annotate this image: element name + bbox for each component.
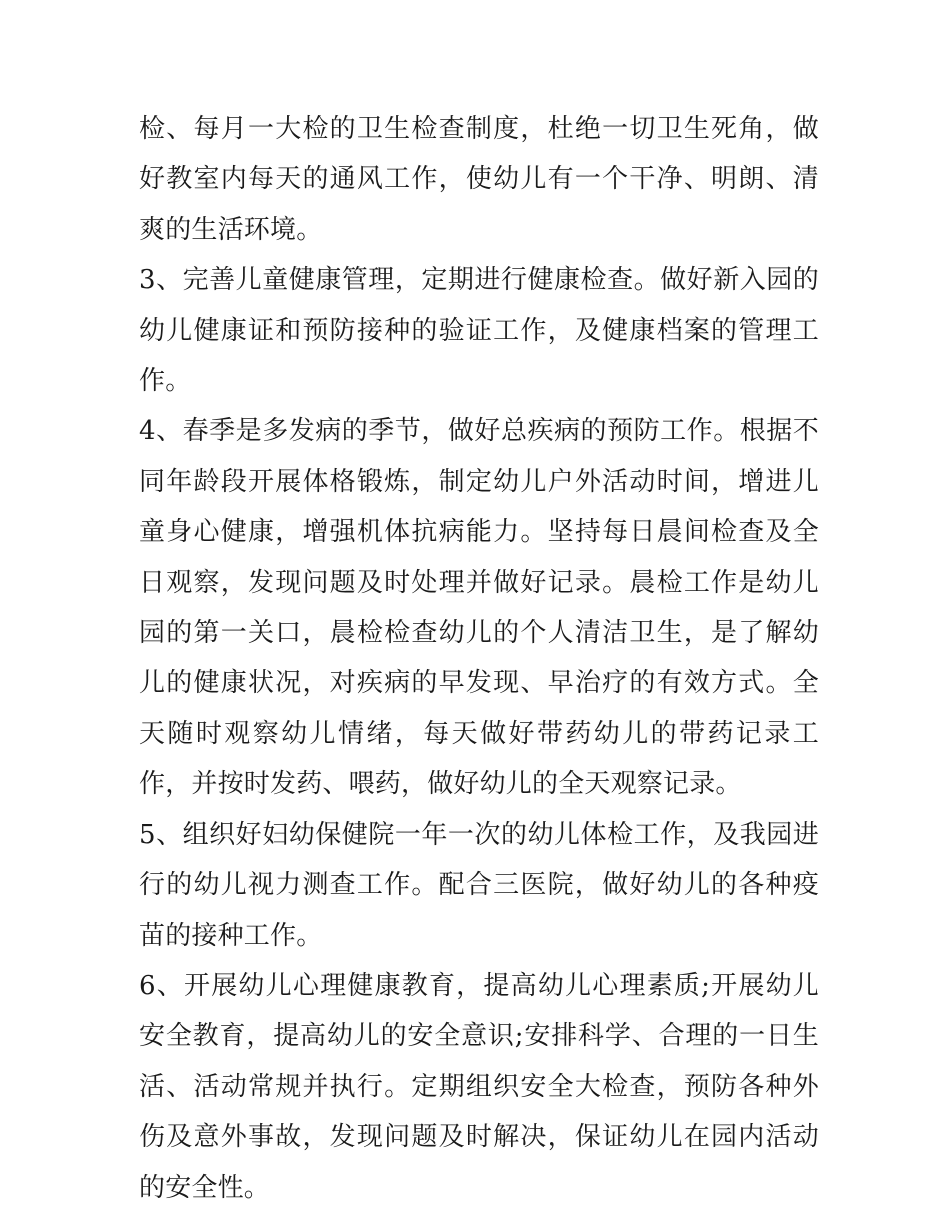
document-body — [139, 104, 819, 1213]
paragraph-item-6: 6、开展幼儿心理健康教育，提高幼儿心理素质;开展幼儿安全教育，提高幼儿的安全意识;安排科学、合理的一日生活、活动常规并执行。定期组织安全大检查，预防各种外伤及意外事故，发现问题及时解决，保证幼儿在园内活动的安全性。 — [139, 970, 819, 1203]
paragraph-item-4: 4、春季是多发病的季节，做好总疾病的预防工作。根据不同年龄段开展体格锻炼，制定幼儿户外活动时间，增进儿童身心健康，增强机体抗病能力。坚持每日晨间检查及全日观察，发现问题及时处理并做好记录。晨检工作是幼儿园的第一关口，晨检检查幼儿的个人清洁卫生，是了解幼儿的健康状况，对疾病的早发现、早治疗的有效方式。全天随时观察幼儿情绪，每天做好带药幼儿的带药记录工作，并按时发药、喂药，做好幼儿的全天观察记录。 — [139, 416, 819, 800]
paragraph-item-3: 3、完善儿童健康管理，定期进行健康检查。做好新入园的幼儿健康证和预防接种的验证工作，及健康档案的管理工作。 — [139, 265, 819, 397]
paragraph-item-5: 5、组织好妇幼保健院一年一次的幼儿体检工作，及我园进行的幼儿视力测查工作。配合三医院，做好幼儿的各种疫苗的接种工作。 — [139, 819, 819, 951]
paragraph-continuation: 检、每月一大检的卫生检查制度，杜绝一切卫生死角，做好教室内每天的通风工作，使幼儿有一个干净、明朗、清爽的生活环境。 — [139, 114, 819, 245]
